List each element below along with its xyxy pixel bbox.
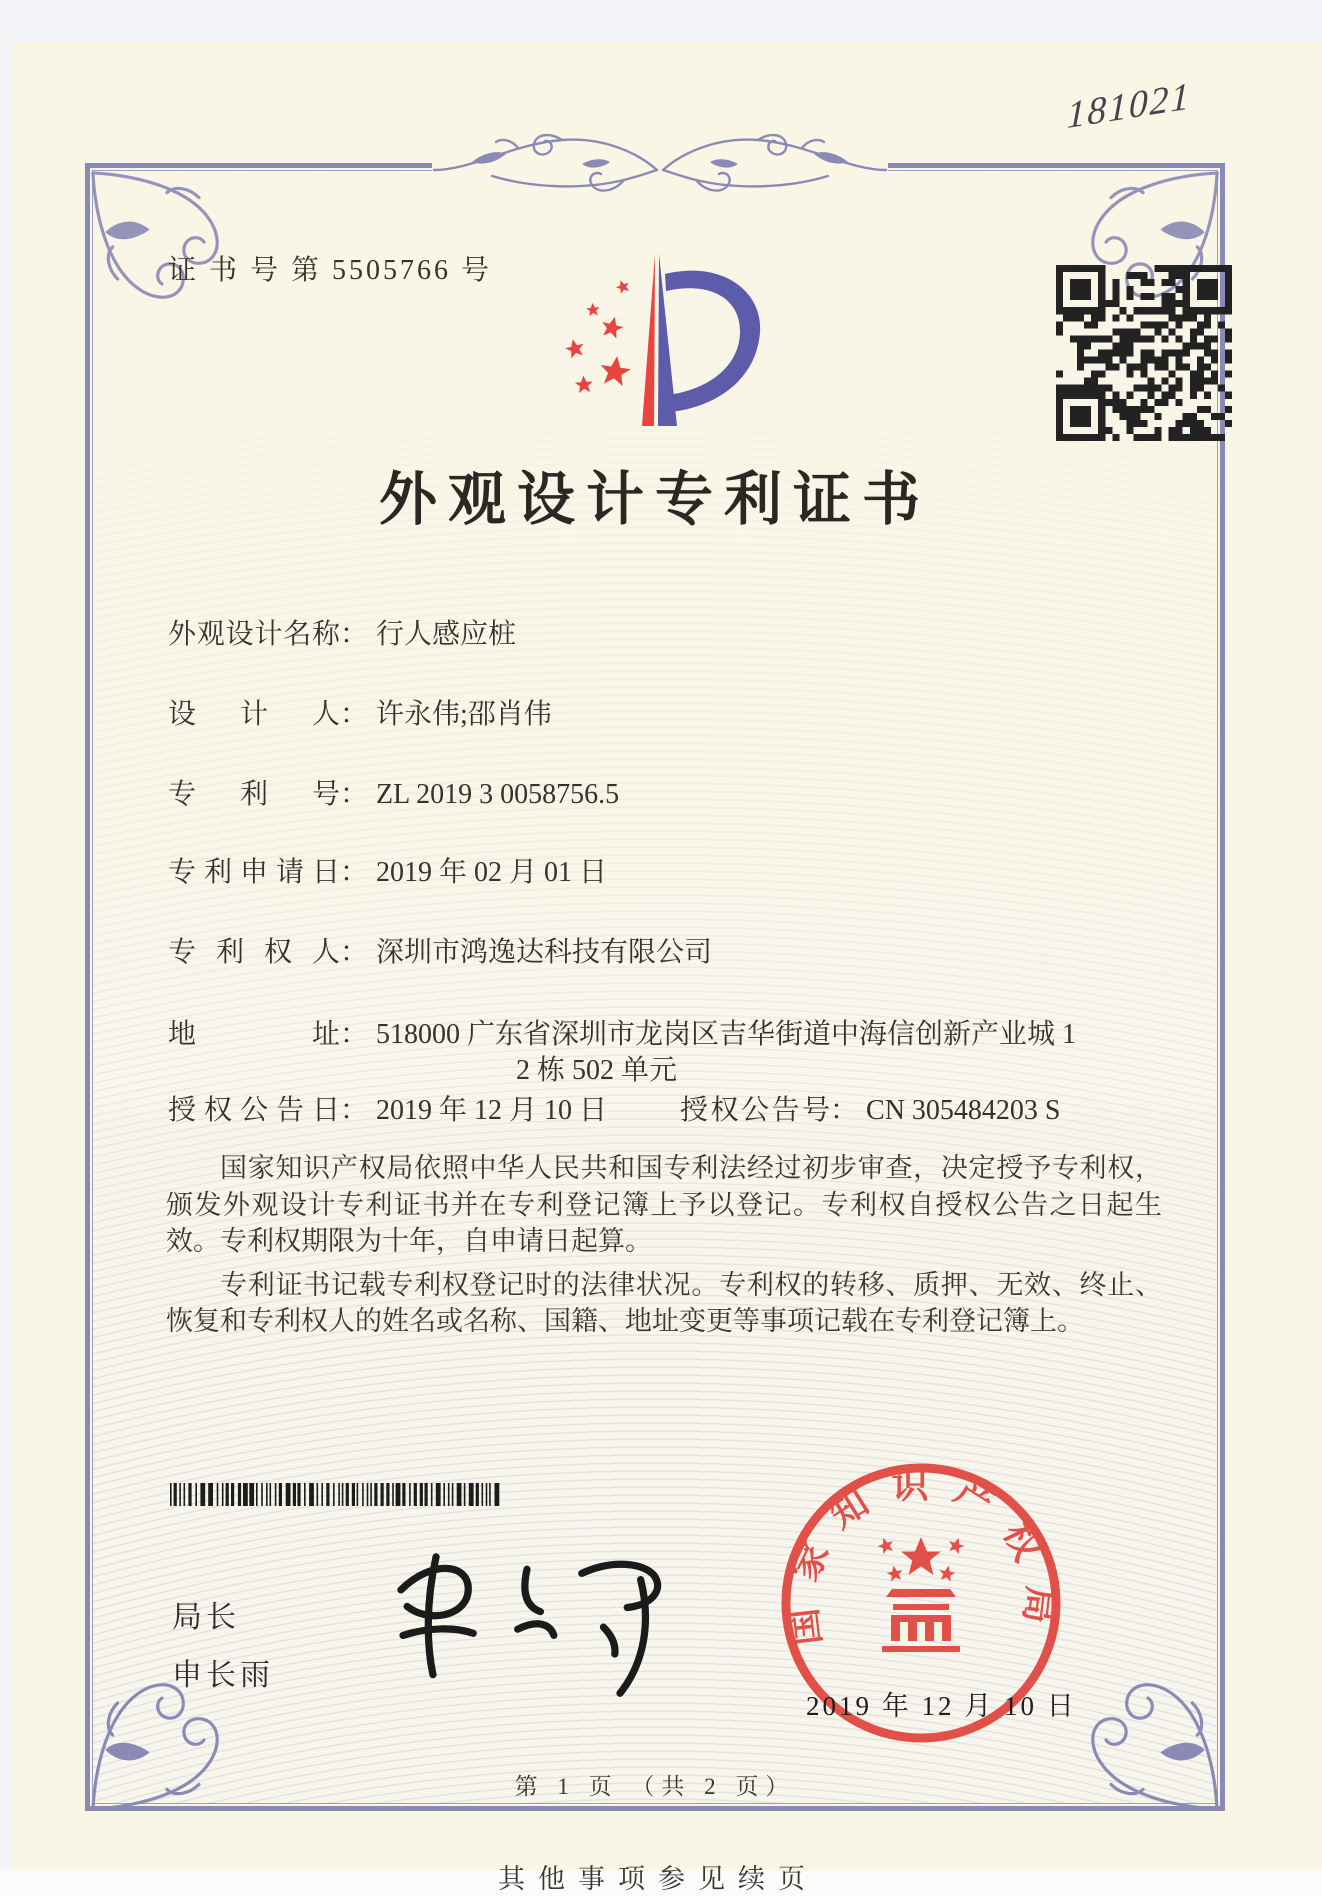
field-label: 设计人 xyxy=(168,699,340,730)
field-value: ZL 2019 3 0058756.5 xyxy=(376,779,620,810)
field-value: CN 305484203 S xyxy=(866,1095,1061,1126)
signature-handwriting xyxy=(372,1538,682,1708)
field-patent-number: 专利号： ZL 2019 3 0058756.5 xyxy=(168,772,619,812)
field-grant-number: 授权公告号： CN 305484203 S xyxy=(680,1088,1060,1128)
seal-agency-text: 国家知识产权局 xyxy=(781,1465,1061,1648)
field-label: 专利申请日 xyxy=(168,857,340,888)
certificate-number: 证 书 号 第 5505766 号 xyxy=(168,255,493,286)
director-title: 局长 xyxy=(172,1601,240,1634)
field-label: 专利号 xyxy=(168,779,340,810)
director-block xyxy=(172,1592,274,1708)
field-filing-date: 专利申请日： 2019 年 02 月 01 日 xyxy=(168,850,607,890)
field-address: 地址： 518000 广东省深圳市龙岗区吉华街道中海信创新产业城 1 2 栋 502 单元 xyxy=(168,1012,1076,1052)
qr-code xyxy=(1056,265,1232,441)
national-emblem-icon xyxy=(876,1535,967,1652)
legal-paragraph-1: 国家知识产权局依照中华人民共和国专利法经过初步审查，决定授予专利权，颁发外观设计专利证书并在专利登记簿上予以登记。专利权自授权公告之日起生效。专利权期限为十年，自申请日起算。 xyxy=(166,1153,1162,1256)
field-label: 专利权人 xyxy=(168,937,340,968)
page-number: 第 1 页 （共 2 页） xyxy=(514,1774,796,1799)
continuation-hint-clipped: 其他事项参见续页 xyxy=(498,1864,818,1894)
dragon-scroll-ornament xyxy=(432,124,888,206)
field-value: 2019 年 02 月 01 日 xyxy=(376,857,608,888)
field-value: 2019 年 12 月 10 日 xyxy=(376,1095,608,1126)
field-patentee: 专利权人： 深圳市鸿逸达科技有限公司 xyxy=(168,930,712,970)
legal-paragraph-2: 专利证书记载专利权登记时的法律状况。专利权的转移、质押、无效、终止、恢复和专利权人的姓名或名称、国籍、地址变更等事项记载在专利登记簿上。 xyxy=(166,1269,1162,1336)
floral-corner-ornament xyxy=(88,168,236,316)
field-design-name: 外观设计名称： 行人感应桩 xyxy=(168,612,516,652)
certificate-title: 外观设计专利证书 xyxy=(378,467,931,532)
sipo-logo-icon xyxy=(553,246,771,434)
handwritten-note: 181021 xyxy=(1066,74,1192,138)
director-name: 申长雨 xyxy=(172,1659,274,1692)
field-label: 外观设计名称 xyxy=(168,619,340,650)
barcode xyxy=(170,1483,500,1506)
field-value: 许永伟;邵肖伟 xyxy=(376,699,552,730)
field-value: 深圳市鸿逸达科技有限公司 xyxy=(376,937,713,968)
field-designer: 设计人： 许永伟;邵肖伟 xyxy=(168,692,552,732)
seal-date: 2019 年 12 月 10 日 xyxy=(806,1691,1077,1721)
field-label: 授权公告号 xyxy=(680,1095,830,1126)
field-label: 授权公告日 xyxy=(168,1095,340,1126)
field-grant-row: 授权公告日： 2019 年 12 月 10 日 授权公告号： CN 305484203 S xyxy=(168,1088,607,1128)
field-value: 行人感应桩 xyxy=(376,619,517,650)
field-value-line2: 2 栋 502 单元 xyxy=(516,1055,678,1086)
legal-text xyxy=(166,1150,1162,1347)
field-value: 518000 广东省深圳市龙岗区吉华街道中海信创新产业城 1 xyxy=(376,1019,1077,1050)
field-label: 地址 xyxy=(168,1019,340,1050)
